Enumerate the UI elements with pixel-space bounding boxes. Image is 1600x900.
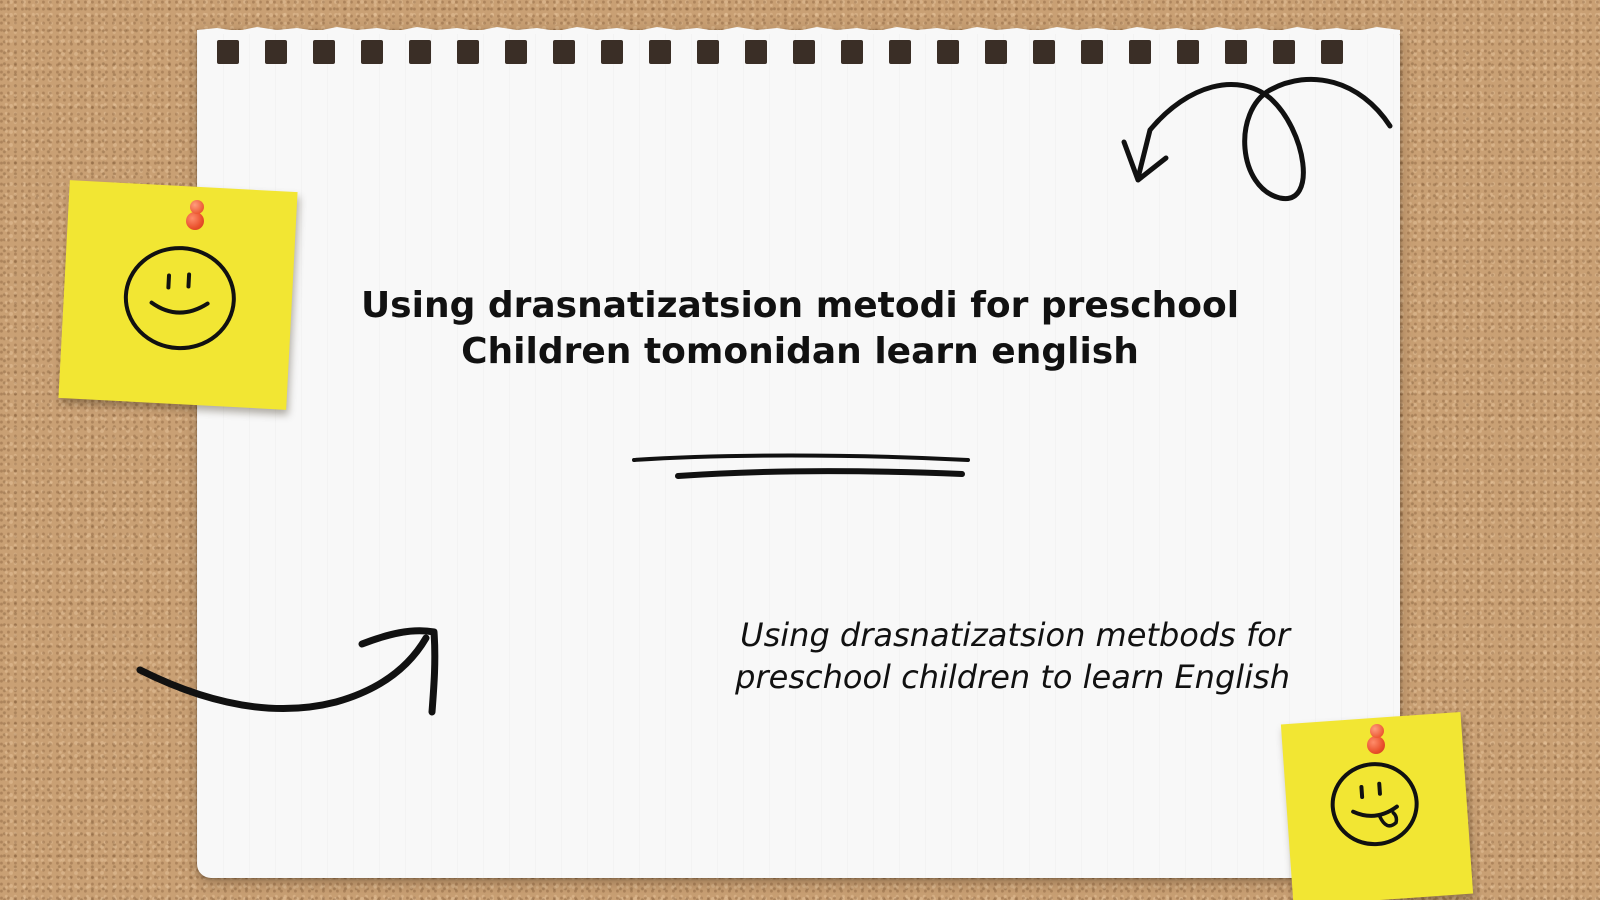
spiral-hole — [601, 40, 623, 64]
spiral-hole — [553, 40, 575, 64]
curved-arrow-doodle — [136, 624, 446, 728]
smiley-face-icon — [117, 239, 243, 357]
slide-subtitle-line-2: preschool children to learn English — [735, 658, 1290, 696]
spiral-hole — [1033, 40, 1055, 64]
spiral-hole — [889, 40, 911, 64]
spiral-hole — [265, 40, 287, 64]
spiral-hole — [985, 40, 1007, 64]
spiral-hole — [793, 40, 815, 64]
spiral-hole — [313, 40, 335, 64]
spiral-hole — [937, 40, 959, 64]
spiral-hole — [217, 40, 239, 64]
spiral-hole — [361, 40, 383, 64]
slide-subtitle-line-1: Using drasnatizatsion metbods for — [740, 616, 1290, 654]
push-pin-head-icon — [190, 200, 204, 214]
push-pin-icon — [186, 212, 204, 230]
spiral-hole — [457, 40, 479, 64]
spiral-hole — [1081, 40, 1103, 64]
spiral-hole — [841, 40, 863, 64]
slide-title-line-2: Children tomonidan learn english — [461, 331, 1139, 372]
spiral-hole — [745, 40, 767, 64]
spiral-hole — [649, 40, 671, 64]
slide-subtitle — [700, 614, 1290, 698]
spiral-hole — [505, 40, 527, 64]
tongue-out-face-icon — [1324, 755, 1426, 853]
spiral-hole — [697, 40, 719, 64]
loop-arrow-doodle — [1120, 60, 1400, 210]
slide-title — [260, 283, 1340, 375]
spiral-hole — [409, 40, 431, 64]
push-pin-head-icon — [1370, 724, 1384, 738]
double-stroke-underline — [632, 446, 972, 484]
push-pin-icon — [1367, 736, 1385, 754]
slide-title-line-1: Using drasnatizatsion metodi for preschool — [360, 285, 1240, 326]
